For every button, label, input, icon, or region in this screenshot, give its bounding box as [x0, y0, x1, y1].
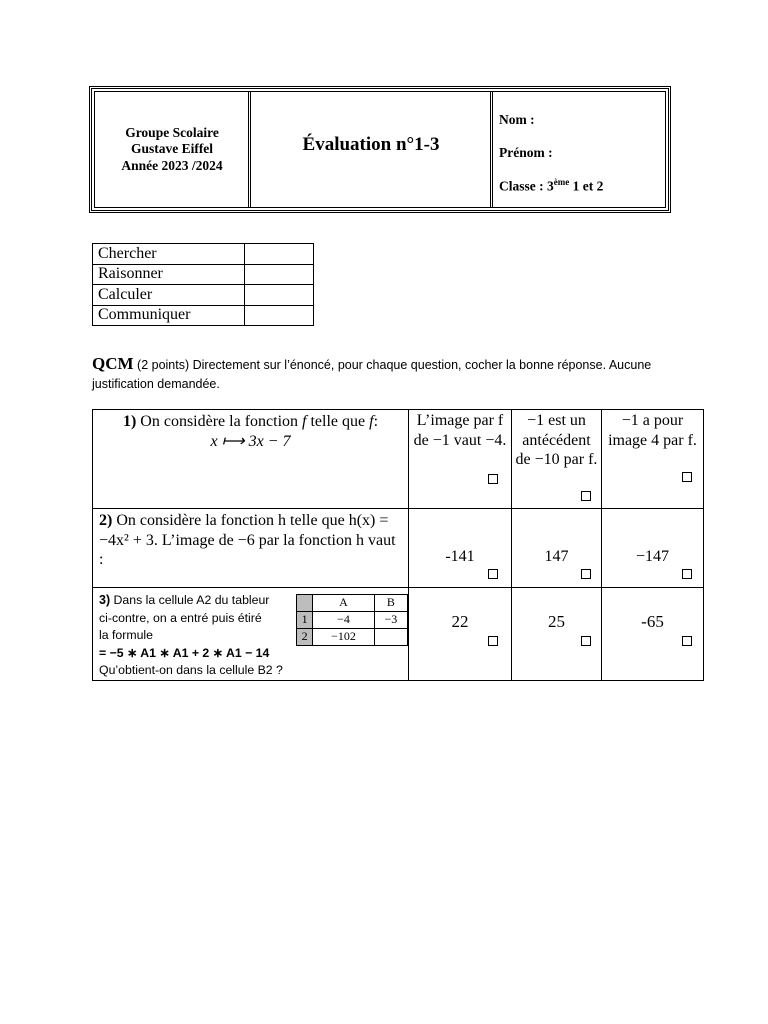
competence-label: Chercher: [93, 244, 245, 265]
sheet-cell: −3: [374, 612, 407, 629]
question-number: 2): [99, 512, 113, 529]
question-body: On considère la fonction h telle que h(x) = −4x² + 3. L’image de −6 par la fonction h vaut :: [99, 512, 396, 568]
competence-score[interactable]: [245, 264, 314, 285]
competences-table: [92, 243, 314, 326]
school-line: Groupe Scolaire: [125, 124, 219, 140]
school-line: Année 2023 /2024: [121, 157, 223, 173]
question-line: Dans la cellule A2 du tableur: [113, 593, 270, 607]
question-line: la formule: [99, 628, 153, 642]
question-number: 1): [122, 413, 137, 430]
competence-score[interactable]: [245, 244, 314, 265]
math-var: f: [302, 413, 307, 430]
checkbox[interactable]: [682, 472, 692, 482]
checkbox[interactable]: [581, 491, 591, 501]
qcm-instructions: (2 points) Directement sur l’énoncé, pour chaque question, cocher la bonne réponse. Aucune justification demandée.: [92, 358, 652, 391]
answer-option: −1 a pour image 4 par f.: [608, 412, 697, 449]
checkbox[interactable]: [488, 569, 498, 579]
answer-cell[interactable]: [409, 588, 512, 681]
answer-cell[interactable]: [512, 588, 602, 681]
checkbox[interactable]: [581, 569, 591, 579]
answer-cell[interactable]: [409, 509, 512, 588]
classe-prefix: Classe : 3: [499, 178, 554, 194]
sheet-col-header: B: [374, 595, 407, 612]
math-var: f: [369, 413, 374, 430]
classe-field: [499, 177, 603, 195]
header-box: [89, 86, 671, 213]
answer-option: -65: [641, 612, 664, 631]
qcm-table: [92, 409, 704, 681]
answer-option: -141: [445, 548, 475, 565]
answer-cell[interactable]: [602, 410, 704, 509]
spreadsheet-snippet: [296, 594, 408, 646]
question-row: [93, 410, 704, 509]
answer-option: −1 est un antécédent de −10 par f.: [515, 412, 598, 468]
answer-cell[interactable]: [602, 588, 704, 681]
sheet-row-header: 1: [297, 612, 313, 629]
math-formula: x ⟼ 3x − 7: [210, 432, 291, 450]
checkbox[interactable]: [682, 569, 692, 579]
answer-option: 25: [548, 612, 565, 631]
answer-cell[interactable]: [512, 509, 602, 588]
checkbox[interactable]: [581, 636, 591, 646]
sheet-cell: −102: [313, 629, 375, 646]
question-text-part: :: [373, 413, 379, 430]
question-cell: [93, 509, 409, 588]
divider: [490, 92, 493, 207]
student-fields: [499, 92, 665, 207]
question-formula: = −5 ∗ A1 ∗ A1 + 2 ∗ A1 − 14: [99, 645, 270, 660]
question-text-part: telle que: [310, 413, 366, 430]
sheet-cell: [374, 629, 407, 646]
competence-label: Communiquer: [93, 305, 245, 326]
sheet-corner: [297, 595, 313, 612]
sheet-cell: −4: [313, 612, 375, 629]
school-info: [95, 92, 249, 207]
competence-score[interactable]: [245, 305, 314, 326]
school-line: Gustave Eiffel: [130, 141, 214, 157]
question-text: [93, 509, 408, 572]
answer-cell[interactable]: [512, 410, 602, 509]
answer-option: L’image par f de −1 vaut −4.: [413, 412, 507, 449]
competence-label: Calculer: [93, 285, 245, 306]
competence-label: Raisonner: [93, 264, 245, 285]
question-cell: [93, 588, 409, 681]
answer-option: −147: [635, 548, 670, 565]
question-number: 3): [99, 593, 111, 607]
sheet-row-header: 2: [297, 629, 313, 646]
answer-option: 22: [451, 612, 469, 631]
checkbox[interactable]: [488, 474, 498, 484]
page-title: Évaluation n°1-3: [302, 133, 440, 155]
question-row: [93, 509, 704, 588]
question-line: ci-contre, on a entré puis étiré: [99, 610, 262, 625]
question-cell: [93, 410, 409, 509]
answer-cell[interactable]: [602, 509, 704, 588]
prenom-field[interactable]: Prénom :: [499, 145, 553, 160]
classe-sup: ème: [553, 177, 570, 187]
classe-suffix: 1 et 2: [569, 178, 604, 194]
qcm-intro: [92, 354, 692, 394]
nom-field[interactable]: Nom :: [499, 112, 535, 127]
checkbox[interactable]: [682, 636, 692, 646]
sheet-col-header: A: [313, 595, 375, 612]
competence-score[interactable]: [245, 285, 314, 306]
question-line: Qu’obtient-on dans la cellule B2 ?: [99, 663, 283, 677]
divider: [248, 92, 251, 207]
question-text-part: On considère la fonction: [140, 413, 299, 430]
question-row: [93, 588, 704, 681]
answer-option: 147: [544, 548, 569, 565]
checkbox[interactable]: [488, 636, 498, 646]
answer-cell[interactable]: [409, 410, 512, 509]
question-text: [93, 410, 408, 453]
qcm-label: QCM: [92, 354, 134, 373]
